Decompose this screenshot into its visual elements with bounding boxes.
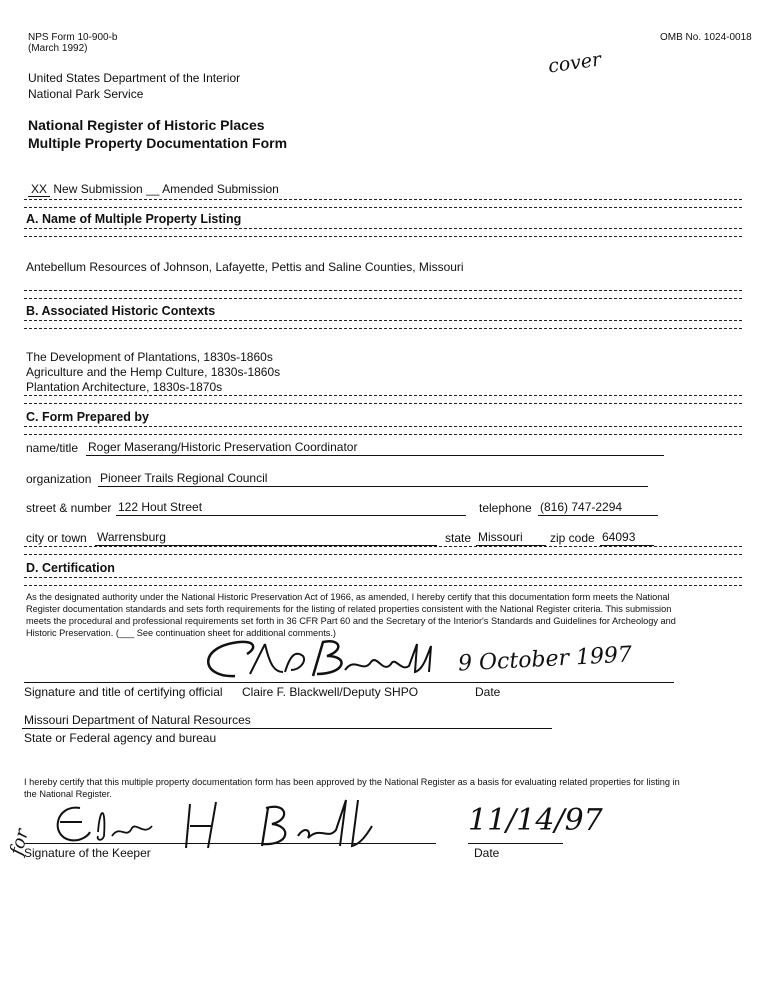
form-date: (March 1992) (28, 43, 88, 54)
divider (24, 577, 742, 586)
divider (24, 199, 742, 208)
certifying-date-label: Date (475, 685, 501, 699)
form-number: NPS Form 10-900-b (28, 32, 118, 43)
telephone-label: telephone (479, 501, 532, 515)
street-field[interactable]: 122 Hout Street (116, 500, 466, 516)
certification-text-line: As the designated authority under the National Historic Preservation Act of 1966, as amended, I hereby certify that this documentation form meets the National (26, 592, 670, 602)
divider (24, 395, 742, 404)
certifying-official-signature (195, 636, 445, 684)
zip-field[interactable]: 64093 (600, 530, 654, 546)
property-listing-name: Antebellum Resources of Johnson, Lafayette, Pettis and Saline Counties, Missouri (26, 260, 464, 274)
context-item: Agriculture and the Hemp Culture, 1830s-1860s (26, 365, 281, 379)
divider (24, 228, 742, 237)
new-submission-mark[interactable]: XX (28, 182, 50, 197)
omb-number: OMB No. 1024-0018 (660, 32, 752, 43)
certification-text-line: Historic Preservation. (___ See continuation sheet for additional comments.) (26, 628, 336, 638)
divider (24, 320, 742, 329)
keeper-signature-line (24, 843, 436, 844)
department: United States Department of the Interior (28, 71, 241, 85)
agency-label: State or Federal agency and bureau (24, 731, 217, 745)
agency-field[interactable]: Missouri Department of Natural Resources (22, 713, 552, 729)
keeper-text-line: the National Register. (24, 789, 112, 799)
keeper-text-line: I hereby certify that this multiple property documentation form has been approved by the National Register as a basis for evaluating related properties for listing in (24, 777, 680, 787)
name-title-label: name/title (26, 441, 79, 455)
handwritten-cover-note: cover (546, 48, 603, 78)
certification-text-line: Register documentation standards and sets forth requirements for the listing of related properties consistent with the National Register criteria. This submission (26, 604, 672, 614)
form-title-line1: National Register of Historic Places (28, 117, 265, 133)
keeper-for-handwritten: for (6, 826, 34, 858)
organization-field[interactable]: Pioneer Trails Regional Council (98, 471, 648, 487)
keeper-date-label: Date (474, 846, 500, 860)
keeper-date-line (468, 843, 563, 844)
city-label: city or town (26, 531, 87, 545)
city-field[interactable]: Warrensburg (95, 530, 437, 546)
context-item: The Development of Plantations, 1830s-1860s (26, 350, 273, 364)
zip-label: zip code (550, 531, 595, 545)
name-title-field[interactable]: Roger Maserang/Historic Preservation Coordinator (86, 440, 664, 456)
signature-line (24, 682, 674, 683)
certifying-official-name: Claire F. Blackwell/Deputy SHPO (242, 685, 419, 699)
street-label: street & number (26, 501, 112, 515)
certifying-date-handwritten: 9 October 1997 (457, 642, 633, 677)
keeper-signature-label: Signature of the Keeper (24, 846, 151, 860)
new-submission-label: New Submission (53, 182, 143, 196)
state-field[interactable]: Missouri (476, 530, 546, 546)
form-title-line2: Multiple Property Documentation Form (28, 135, 288, 151)
state-label: state (445, 531, 472, 545)
submission-row (28, 182, 279, 196)
section-b-heading: B. Associated Historic Contexts (26, 304, 216, 318)
certifying-signature-label: Signature and title of certifying official (24, 685, 223, 699)
certification-text-line: meets the procedural and professional requirements set forth in 36 CFR Part 60 and the Secretary of the Interior's Standards and Guidelines for Archeology and (26, 616, 676, 626)
service: National Park Service (28, 87, 144, 101)
section-a-heading: A. Name of Multiple Property Listing (26, 212, 242, 226)
divider (24, 290, 742, 299)
section-d-heading: D. Certification (26, 561, 115, 575)
section-c-heading: C. Form Prepared by (26, 410, 149, 424)
organization-label: organization (26, 472, 92, 486)
context-item: Plantation Architecture, 1830s-1870s (26, 380, 223, 394)
amended-submission-blank[interactable]: __ (146, 182, 160, 196)
divider (24, 546, 742, 555)
keeper-date-handwritten: 11/14/97 (468, 803, 603, 838)
amended-submission-label: Amended Submission (162, 182, 279, 196)
telephone-field[interactable]: (816) 747-2294 (538, 500, 658, 516)
divider (24, 426, 742, 435)
